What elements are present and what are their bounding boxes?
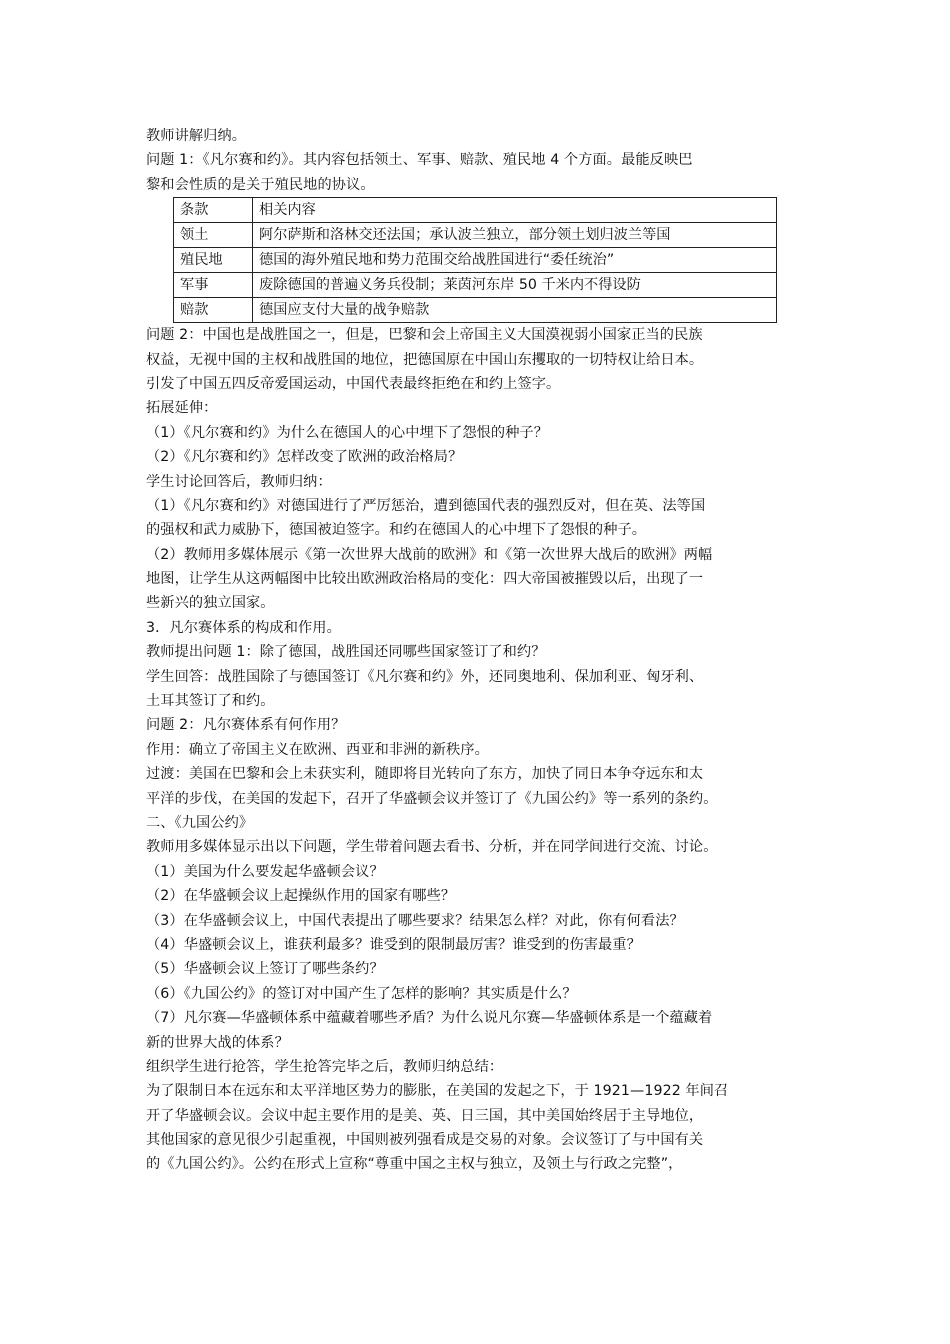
text-line: 开了华盛顿会议。会议中起主要作用的是美、英、日三国，其中美国始终居于主导地位， [146, 1107, 704, 1124]
text-line: 教师讲解归纳。 [146, 128, 247, 144]
table-cell: 阿尔萨斯和洛林交还法国；承认波兰独立，部分领土划归波兰等国 [253, 223, 777, 248]
text-line: 黎和会性质的是关于殖民地的协议。 [146, 176, 375, 193]
treaty-terms-table [173, 197, 777, 323]
text-line: 拓展延伸： [146, 400, 218, 417]
question-item: （7）凡尔赛—华盛顿体系中蕴藏着哪些矛盾？为什么说凡尔赛—华盛顿体系是一个蕴藏着 [146, 1010, 713, 1027]
question-item: （6）《九国公约》的签订对中国产生了怎样的影响？其实质是什么？ [146, 985, 577, 1002]
text-line: 其他国家的意见很少引起重视，中国则被列强看成是交易的对象。会议签订了与中国有关 [146, 1132, 704, 1149]
section-heading: 3．凡尔赛体系的构成和作用。 [146, 619, 341, 636]
table-cell: 德国的海外殖民地和势力范围交给战胜国进行“委任统治” [253, 248, 777, 273]
table-cell: 军事 [174, 273, 253, 298]
text-line: 问题 2：凡尔赛体系有何作用？ [146, 717, 346, 734]
text-line: 些新兴的独立国家。 [146, 595, 275, 612]
question-item: （3）在华盛顿会议上，中国代表提出了哪些要求？结果怎么样？对此，你有何看法？ [146, 912, 684, 929]
text-line: 平洋的步伐，在美国的发起下，召开了华盛顿会议并签订了《九国公约》等一系列的条约。 [146, 790, 718, 807]
question-item: （1）美国为什么要发起华盛顿会议？ [146, 863, 384, 880]
text-line: 的强权和武力威胁下，德国被迫签字。和约在德国人的心中埋下了怨恨的种子。 [146, 522, 647, 539]
table-row [174, 298, 777, 323]
text-line: （2）教师用多媒体展示《第一次世界大战前的欧洲》和《第一次世界大战后的欧洲》两幅 [146, 546, 713, 563]
text-line: 作用：确立了帝国主义在欧洲、西亚和非洲的新秩序。 [146, 741, 489, 758]
text-line: 学生回答：战胜国除了与德国签订《凡尔赛和约》外，还同奥地利、保加利亚、匈牙利、 [146, 668, 704, 685]
text-line: 学生讨论回答后，教师归纳： [146, 473, 332, 490]
text-line: 组织学生进行抢答，学生抢答完毕之后，教师归纳总结： [146, 1058, 504, 1075]
text-line: 地图，让学生从这两幅图中比较出欧洲政治格局的变化：四大帝国被摧毁以后，出现了一 [146, 571, 704, 588]
table-header-cell: 条款 [174, 198, 253, 223]
text-line: 教师提出问题 1：除了德国，战胜国还同哪些国家签订了和约？ [146, 644, 546, 661]
table-cell: 领土 [174, 223, 253, 248]
table-cell: 废除德国的普遍义务兵役制；莱茵河东岸 50 千米内不得设防 [253, 273, 777, 298]
intro-block [146, 124, 810, 197]
text-line: 的《九国公约》。公约在形式上宣称“尊重中国之主权与独立，及领土与行政之完整”， [146, 1156, 683, 1173]
text-line: 过渡：美国在巴黎和会上未获实利，随即将目光转向了东方，加快了同日本争夺远东和太 [146, 766, 704, 783]
text-line: 引发了中国五四反帝爱国运动，中国代表最终拒绝在和约上签字。 [146, 375, 561, 392]
text-line: 教师用多媒体显示出以下问题，学生带着问题去看书、分析，并在同学间进行交流、讨论。 [146, 839, 718, 856]
table-header-cell: 相关内容 [253, 198, 777, 223]
text-line: 权益，无视中国的主权和战胜国的地位，把德国原在中国山东攫取的一切特权让给日本。 [146, 351, 704, 368]
text-line: 新的世界大战的体系？ [146, 1034, 289, 1051]
text-line: （1）《凡尔赛和约》为什么在德国人的心中埋下了怨恨的种子？ [146, 424, 549, 441]
table-cell: 殖民地 [174, 248, 253, 273]
table-row [174, 223, 777, 248]
body-text [146, 323, 810, 1177]
text-line: 问题 2：中国也是战胜国之一，但是，巴黎和会上帝国主义大国漠视弱小国家正当的民族 [146, 327, 703, 344]
document-page [146, 124, 810, 1177]
question-item: （2）在华盛顿会议上起操纵作用的国家有哪些？ [146, 888, 456, 905]
text-line: 为了限制日本在远东和太平洋地区势力的膨胀，在美国的发起之下，于 1921—1922 年间召 [146, 1083, 729, 1100]
text-line: （2）《凡尔赛和约》怎样改变了欧洲的政治格局？ [146, 449, 463, 466]
text-line: 问题 1：《凡尔赛和约》。其内容包括领土、军事、赔款、殖民地 4 个方面。最能反映巴 [146, 152, 693, 169]
question-item: （4）华盛顿会议上，谁获利最多？谁受到的限制最厉害？谁受到的伤害最重？ [146, 936, 641, 953]
section-heading: 二、《九国公约》 [146, 814, 254, 831]
table-header-row [174, 198, 777, 223]
text-line: 土耳其签订了和约。 [146, 693, 275, 710]
table-cell: 赔款 [174, 298, 253, 323]
table-row [174, 248, 777, 273]
text-line: （1）《凡尔赛和约》对德国进行了严厉惩治，遭到德国代表的强烈反对，但在英、法等国 [146, 497, 706, 514]
table-cell: 德国应支付大量的战争赔款 [253, 298, 777, 323]
question-item: （5）华盛顿会议上签订了哪些条约？ [146, 961, 384, 978]
table-row [174, 273, 777, 298]
